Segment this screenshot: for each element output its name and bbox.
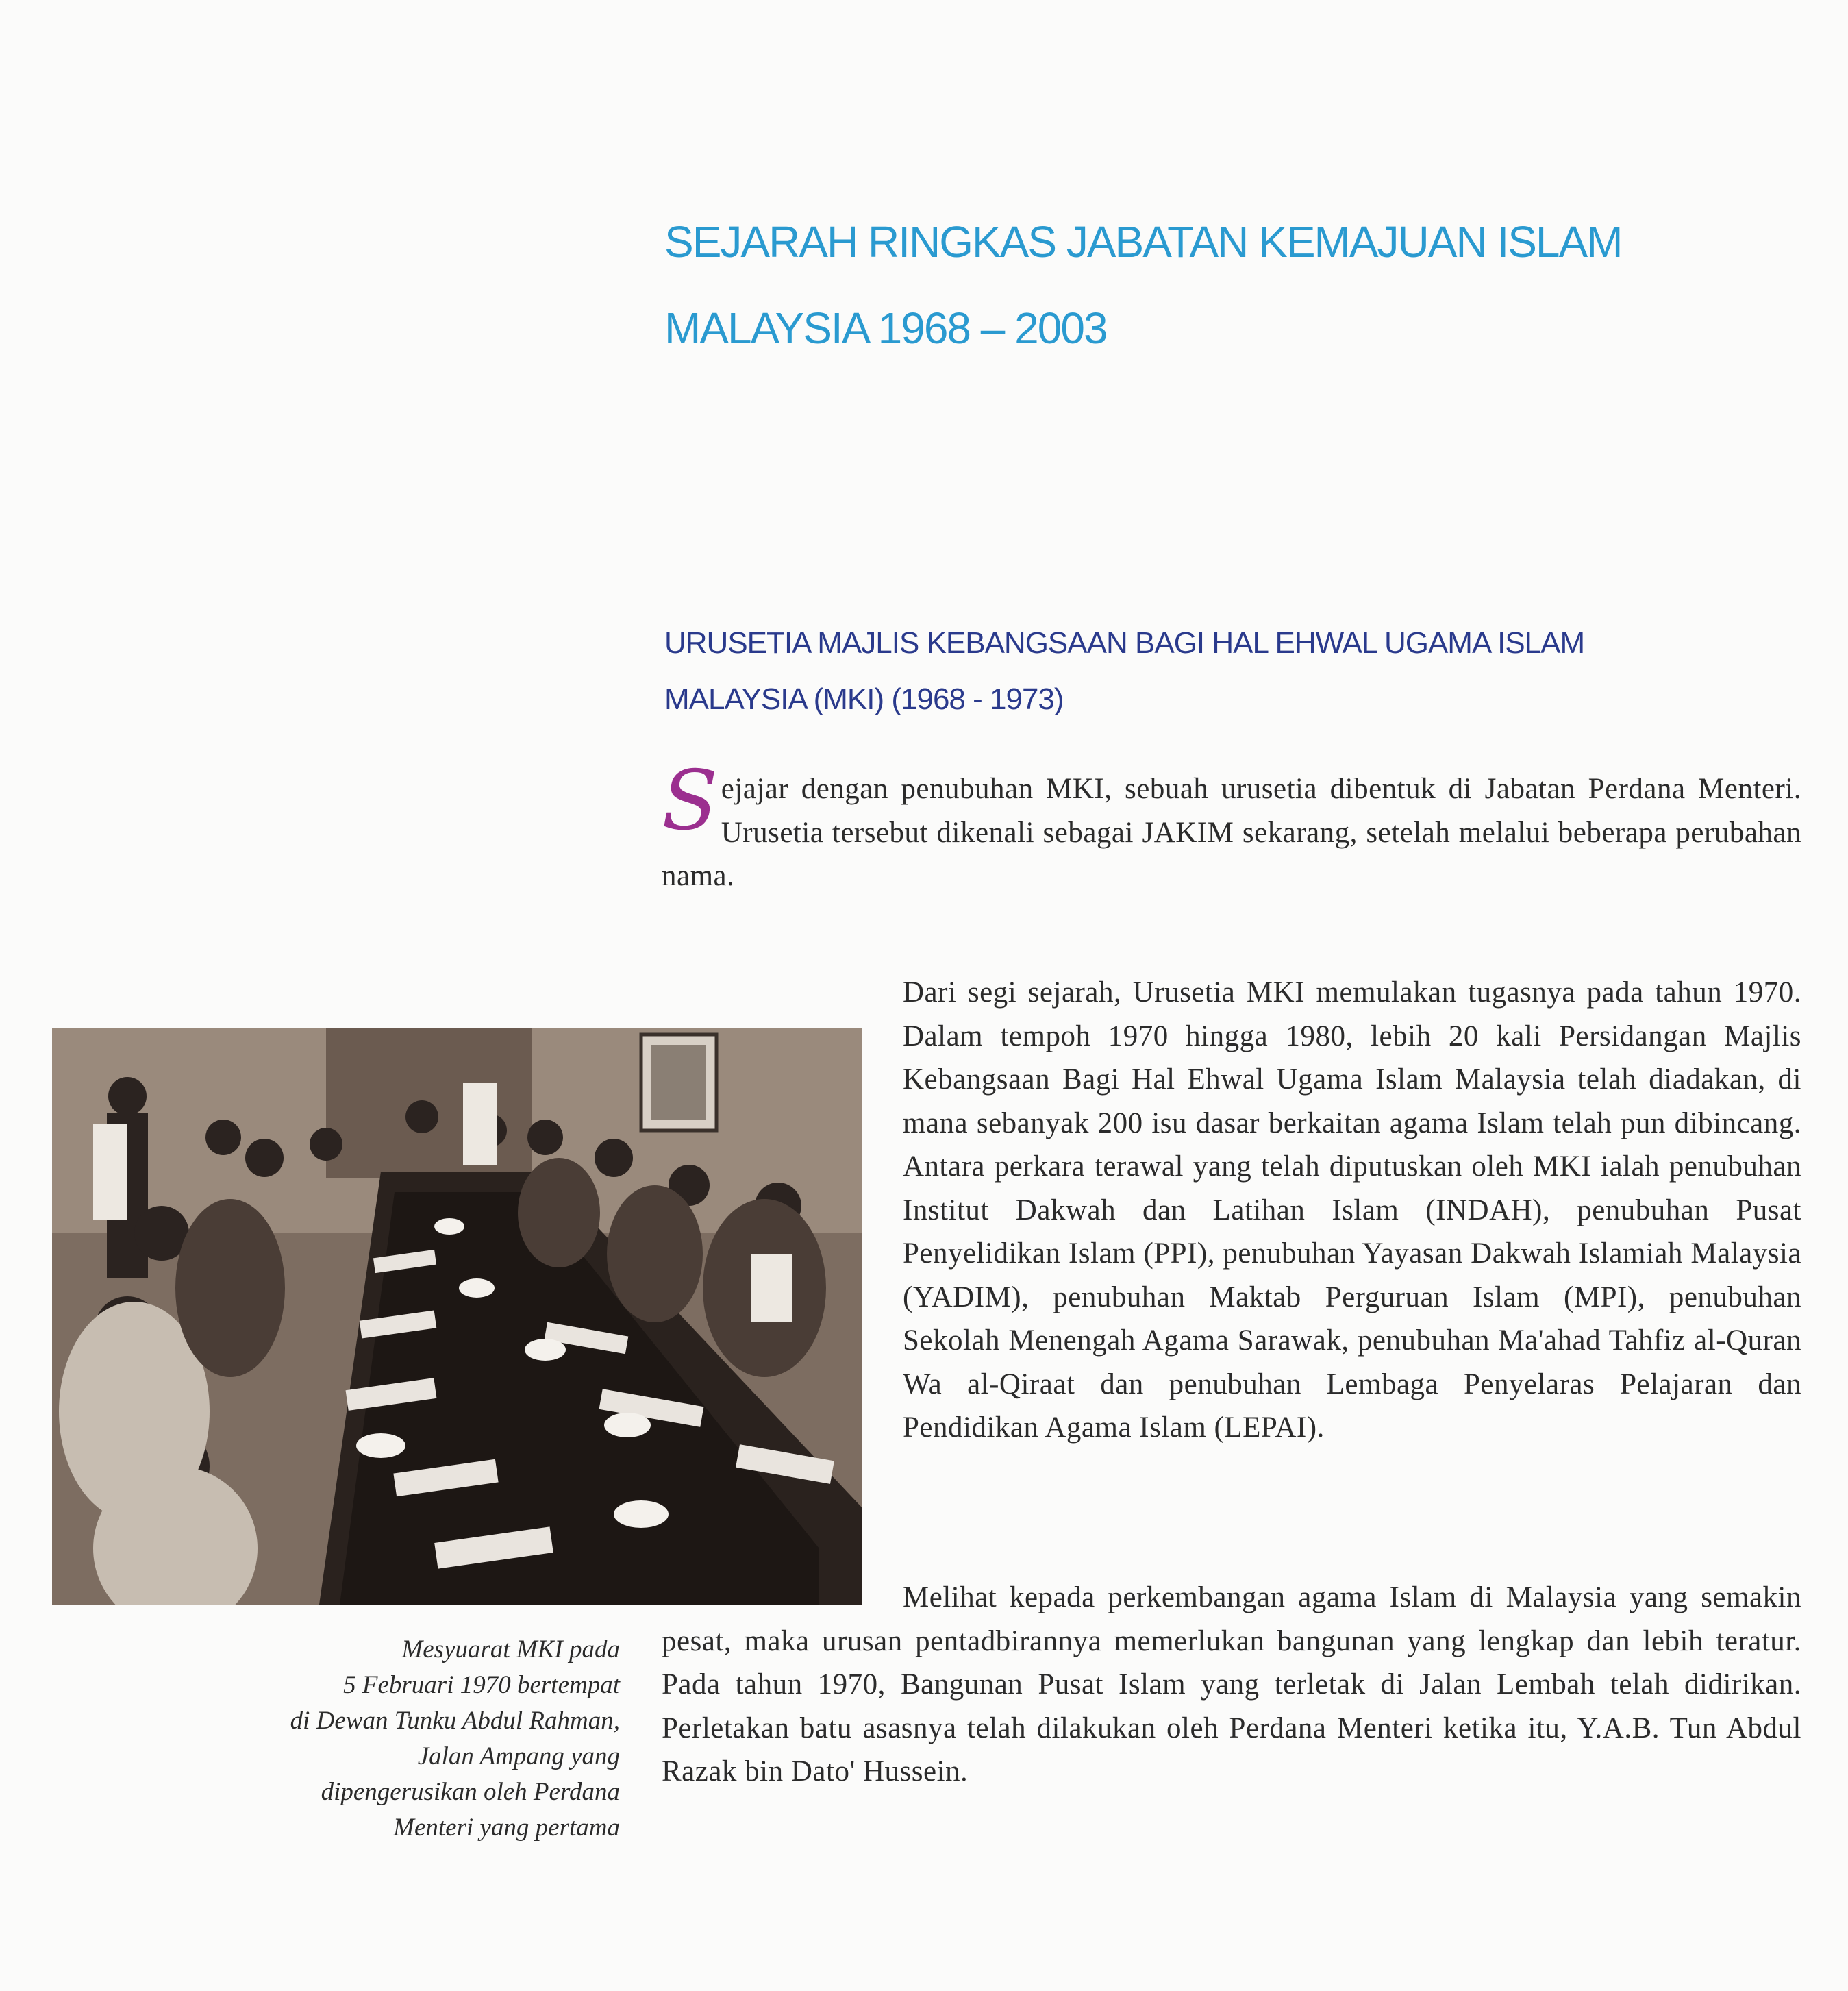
drop-cap: S [662,754,719,849]
meeting-photo [52,1028,862,1605]
caption-line: Jalan Ampang yang [417,1742,620,1770]
section-heading [664,615,1760,728]
paragraph-intro-text: ejajar dengan penubuhan MKI, sebuah urusetia dibentuk di Jabatan Perdana Menteri. Urusetia tersebut dikenali sebagai JAKIM sekarang, setelah melalui beberapa perubahan nama. [662,773,1801,892]
caption-line: Menteri yang pertama [393,1814,620,1842]
page-title-line-1: SEJARAH RINGKAS JABATAN KEMAJUAN ISLAM [664,217,1622,267]
section-heading-line-2: MALAYSIA (MKI) (1968 - 1973) [664,682,1064,716]
section-heading-line-1: URUSETIA MAJLIS KEBANGSAAN BAGI HAL EHWAL UGAMA ISLAM [664,626,1585,660]
caption-line: Mesyuarat MKI pada [401,1635,620,1664]
caption-line: dipengerusikan oleh Perdana [321,1778,620,1806]
page-title [664,199,1760,371]
paragraph-history: Dari segi sejarah, Urusetia MKI memulakan tugasnya pada tahun 1970. Dalam tempoh 1970 hingga 1980, lebih 20 kali Persidangan Majlis Kebangsaan Bagi Hal Ehwal Ugama Islam Malaysia telah diadakan, di mana sebanyak 200 isu dasar berkaitan agama Islam telah pun dibincang. Antara perkara terawal yang telah diputuskan oleh MKI ialah penubuhan Institut Dakwah dan Latihan Islam (INDAH), penubuhan Pusat Penyelidikan Islam (PPI), penubuhan Yayasan Dakwah Islamiah Malaysia (YADIM), penubuhan Maktab Perguruan Islam (MPI), penubuhan Sekolah Menengah Agama Sarawak, penubuhan Ma'ahad Tahfiz al-Quran Wa al-Qiraat dan penubuhan Lembaga Penyelaras Pelajaran dan Pendidikan Agama Islam (LEPAI). [903,976,1801,1444]
caption-line: di Dewan Tunku Abdul Rahman, [290,1707,620,1735]
paragraph-intro [662,754,1801,898]
page-title-line-2: MALAYSIA 1968 – 2003 [664,304,1107,353]
caption-line: 5 Februari 1970 bertempat [343,1671,620,1699]
photo-caption [192,1632,620,1846]
paragraph-islamic-centre: Melihat kepada perkembangan agama Islam di Malaysia yang semakin pesat, maka urusan pentadbirannya memerlukan bangunan yang lengkap dan lebih teratur. Pada tahun 1970, Bangunan Pusat Islam yang terletak di Jalan Lembah telah didirikan. Perletakan batu asasnya telah dilakukan oleh Perdana Menteri ketika itu, Y.A.B. Tun Abdul Razak bin Dato' Hussein. [662,1581,1801,1788]
